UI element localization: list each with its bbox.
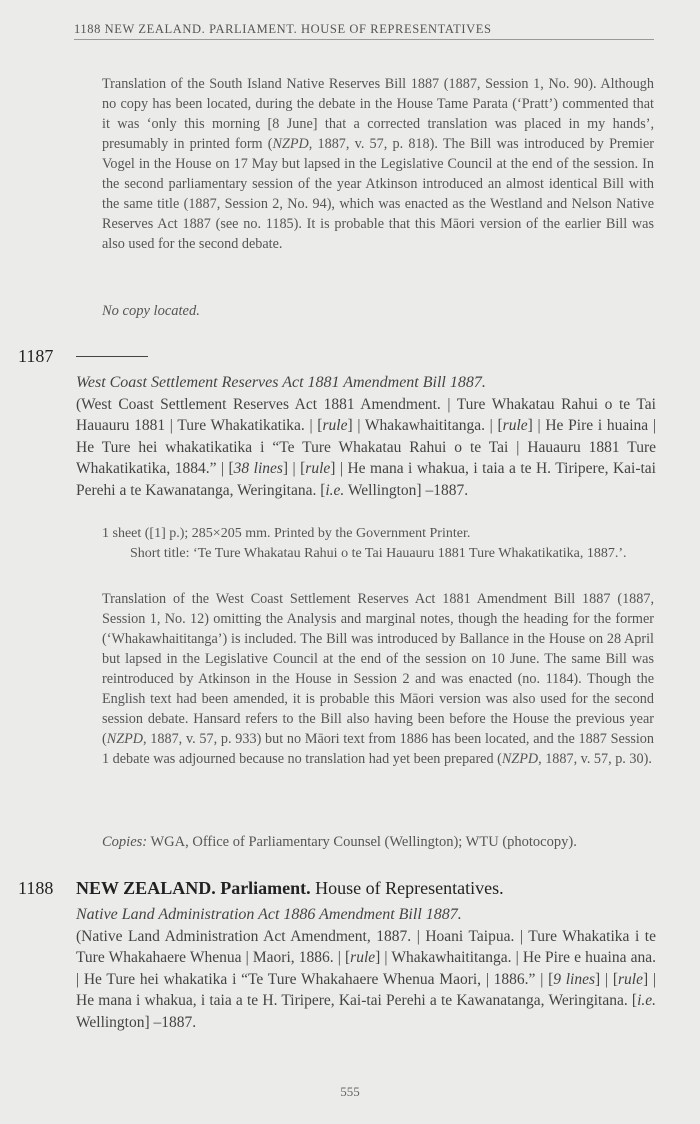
entry-transcription-1187: (West Coast Settlement Reserves Act 1881 Amendment. | Ture Whakatau Rahui o te Tai Hauauru 1881 | Ture Whakatikatika. | [rule] | Whakawhaititanga. | [rule] | He Pire i huaina | He Ture hei whakatikatika i “Te Ture Whakatau Rahui o te Tai | Hauauru 1881 Ture Whakatikatika, 1884.” | [38 lines] | [rule] | He mana i whakua, i taia a te H. Tiripere, Kai-tai Perehi a te Kawanatanga, Weringitana. [i.e. Wellington] –1887. xyxy=(76,396,657,499)
entry-number-1187: 1187 xyxy=(18,346,54,366)
note-1187: Translation of the West Coast Settlement Reserves Act 1881 Amendment Bill 1887 (1887, Session 1, No. 12) omitting the Analysis and marginal notes, though the heading for the former (‘Whakawhaititanga’) is included. The Bill was introduced by Ballance in the House on 28 April but lapsed in the Legislative Council at the end of the session on 10 June. The same Bill was reintroduced by Atkinson in the House in Session 2 and was enacted (no. 1184). Though the English text had been amended, it is probable this Māori version was also used for the second session debate. Hansard refers to the Bill also having been before the House the previous year (NZPD, 1887, v. 57, p. 933) but no Māori text from 1886 has been located, and the 1887 Session 1 debate was adjourned because no translation had yet been prepared (NZPD, 1887, v. 57, p. 30). xyxy=(102,591,654,767)
note-1186: Translation of the South Island Native Reserves Bill 1887 (1887, Session 1, No. 90). Although no copy has been located, during the debate in the House Tame Parata (‘Pratt’) commented that it was ‘only this morning [8 June] that a corrected translation was placed in my hands’, presumably in printed form (NZPD, 1887, v. 57, p. 818). The Bill was introduced by Premier Vogel in the House on 17 May but lapsed in the Legislative Council at the end of the session. In the second parliamentary session of the year Atkinson introduced an almost identical Bill with the same title (1887, Session 2, No. 94), which was enacted as the Westland and Nelson Native Reserves Act 1887 (see no. 1185). It is probable that this Māori version of the earlier Bill was also used for the second debate. xyxy=(102,76,654,252)
short-title: Short title: ‘Te Ture Whakatau Rahui o te Tai Hauauru 1881 Ture Whakatikatika, 1887.’. xyxy=(130,545,627,561)
physical-extent: 1 sheet ([1] p.); 285×205 mm. Printed by the Government Printer. xyxy=(102,526,471,541)
physical-description-1187 xyxy=(102,524,654,563)
entry-heading-1188: NEW ZEALAND. Parliament. House of Representatives. xyxy=(76,878,504,898)
entry-number-1188: 1188 xyxy=(18,878,54,898)
entry-transcription-1188: (Native Land Administration Act Amendment, 1887. | Hoani Taipua. | Ture Whakatika i te Ture Whakahaere Whenua | Maori, 1886. | [rule] | Whakawhaititanga. | He Pire e huaina ana. | He Ture hei whakatika i “Te Ture Whakahaere Whenua Maori, | 1886.” | [9 lines] | [rule] | He mana i whakua, i taia a te H. Tiripere, Kai-tai Perehi a te Kawanatanga, Weringitana. [i.e. Wellington] –1887. xyxy=(76,928,656,1031)
entry-title-1187: West Coast Settlement Reserves Act 1881 Amendment Bill 1887. xyxy=(76,374,486,391)
entry-title-1188: Native Land Administration Act 1886 Amendment Bill 1887. xyxy=(76,906,462,923)
repeat-author-dash xyxy=(76,356,148,357)
no-copy-note: No copy located. xyxy=(102,303,200,319)
running-header: 1188 NEW ZEALAND. PARLIAMENT. HOUSE OF REPRESENTATIVES xyxy=(74,22,654,40)
page-number: 555 xyxy=(340,1084,360,1099)
copies-1187: Copies: WGA, Office of Parliamentary Counsel (Wellington); WTU (photocopy). xyxy=(102,834,577,850)
